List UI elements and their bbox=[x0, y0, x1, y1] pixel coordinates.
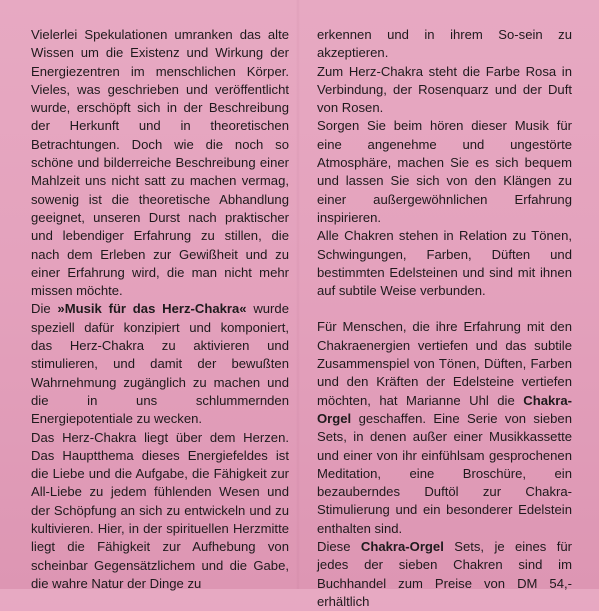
paragraph-continuation: erkennen und in ihrem So-sein zu akzeptieren. bbox=[317, 27, 572, 61]
product-name: Chakra-Orgel bbox=[317, 392, 572, 426]
paragraph-listening: Sorgen Sie beim hören dieser Musik für eine angenehme und ungestörte Atmosphäre, machen Sie es sich bequem und lassen Sie sich von den Klängen zu einer außergewöhnlichen Erfahrung inspirieren. bbox=[317, 118, 572, 225]
page-fold bbox=[296, 0, 300, 589]
paragraph-heart-chakra: Das Herz-Chakra liegt über dem Herzen. Das Hauptthema dieses Energiefeldes ist die Liebe und die Aufgabe, die Fähigkeit zur All-Liebe zu jedem fühlenden Wesen und der Schöpfung an sich zu entwickeln und zu kultivieren. Hier, in der spirituellen Herzmitte liegt die Fähigkeit zur Aufhebung von scheinbar Gegensätzlichem und die Gabe, die wahre Natur der Dinge zu bbox=[31, 429, 289, 591]
paragraph-intro: Vielerlei Spekulationen umranken das alte Wissen um die Existenz und Wirkung der Energiezentren im menschlichen Körper. Vieles, was geschrieben und veröffentlicht wurde, erschöpft sich in der Beschreibung der Herkunft und in theoretischen Betrachtungen. Doch wie die noch so schöne und bilderreiche Beschreibung einer Mahlzeit uns nicht satt zu machen vermag, sowenig ist die theoretische Abhandlung geeignet, unseren Durst nach praktischer und lebendiger Erfahrung zu stillen, die nach dem Erleben zur Gewißheit und zu einer Erfahrung wird, die man nicht mehr missen möchte. bbox=[31, 27, 289, 299]
paragraph-color: Zum Herz-Chakra steht die Farbe Rosa in Verbindung, der Rosenquarz und der Duft von Rosen. bbox=[317, 63, 572, 116]
product-name-sets: Chakra-Orgel bbox=[360, 539, 444, 555]
album-title: »Musik für das Herz-Chakra« bbox=[57, 301, 247, 317]
right-column bbox=[317, 26, 572, 611]
left-column bbox=[31, 26, 289, 593]
paragraph-relations: Alle Chakren stehen in Relation zu Tönen, Schwingungen, Farben, Düften und bestimmten Edelsteinen und sind mit ihnen auf subtile Weise verbunden. bbox=[317, 228, 572, 299]
paragraph-chakra-organ: Für Menschen, die ihre Erfahrung mit den Chakraenergien vertiefen und das subtile Zusammenspiel von Tönen, Düften, Farben und den Kräften der Edelsteine vertiefen möchten, hat Marianne Uhl die Chakra-Orgel geschaffen. Eine Serie von sieben Sets, in denen außer einer Musikkassette und einer von ihr einfühlsam gesprochenen Meditation, eine Broschüre, ein bezauberndes Duftöl zur Chakra-Stimulierung und ein besonderer Edelstein enthalten sind. bbox=[317, 319, 572, 536]
paragraph-sets: Diese Chakra-Orgel Sets, je eines für jedes der sieben Chakren sind im Buchhandel zum Preise von DM 54,- erhältlich bbox=[317, 539, 572, 609]
paragraph-music: Die »Musik für das Herz-Chakra« wurde speziell dafür konzipiert und komponiert, das Herz-Chakra zu aktivieren und stimulieren, und damit der bewußten Wahrnehmung zugänglich zu machen und die in uns schlummernden Energiepotentiale zu wecken. bbox=[31, 301, 289, 427]
